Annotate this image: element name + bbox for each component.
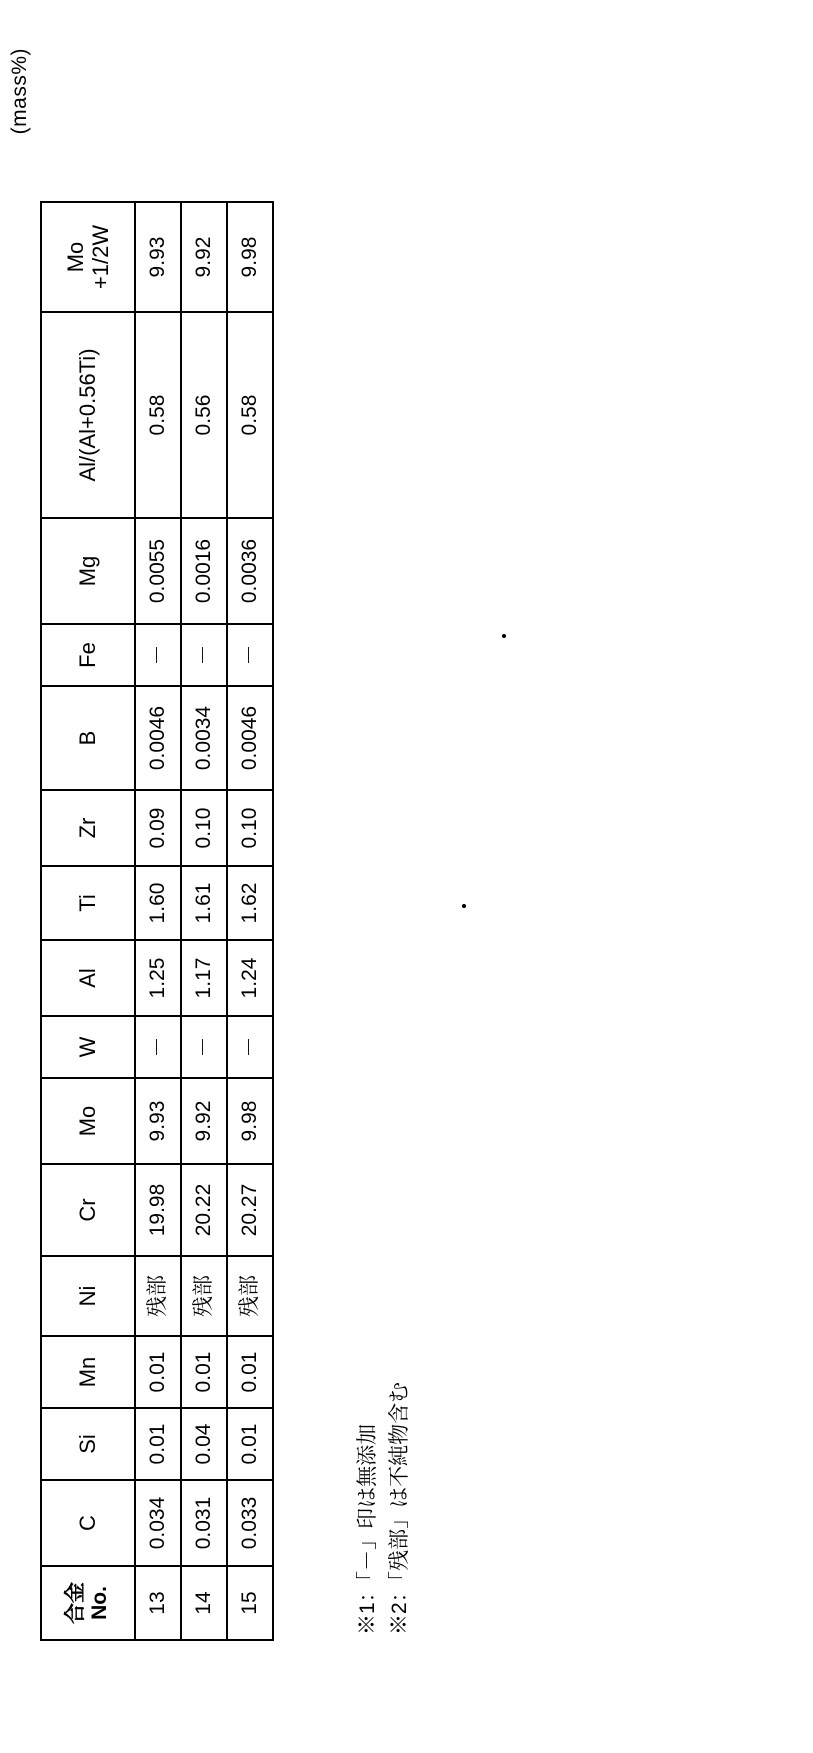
column-header-mo-half-w-line1: Mo	[62, 241, 88, 273]
table-footnotes	[352, 1382, 415, 1635]
cell-si: 0.04	[181, 1408, 227, 1480]
cell-cr: 19.98	[135, 1164, 181, 1256]
column-header-mo-half-w-line2: +1/2W	[88, 224, 113, 290]
table-head	[41, 202, 135, 1640]
column-header-al-ratio: Al/(Al+0.56Ti)	[41, 312, 135, 518]
unit-label: (mass%)	[8, 48, 31, 135]
stray-mark-1	[462, 904, 466, 908]
alloy-composition-table	[40, 201, 274, 1641]
column-header-alloy-no-line1: 合金	[63, 1582, 87, 1624]
cell-si: 0.01	[135, 1408, 181, 1480]
footnote-1: ※1：「－」印は無添加	[356, 1423, 379, 1635]
cell-alloy-no: 15	[227, 1566, 273, 1640]
cell-cr: 20.27	[227, 1164, 273, 1256]
cell-mo: 9.98	[227, 1078, 273, 1164]
column-header-mo-half-w	[41, 202, 135, 312]
column-header-mo: Mo	[41, 1078, 135, 1164]
cell-al: 1.25	[135, 940, 181, 1016]
table-row	[227, 202, 273, 1640]
cell-mg: 0.0036	[227, 518, 273, 624]
cell-mo: 9.93	[135, 1078, 181, 1164]
cell-mg: 0.0016	[181, 518, 227, 624]
column-header-alloy-no-line2: No.	[88, 1586, 111, 1620]
table-body	[135, 202, 273, 1640]
cell-cr: 20.22	[181, 1164, 227, 1256]
cell-ni: 残部	[135, 1256, 181, 1336]
cell-fe: －	[181, 624, 227, 686]
column-header-b: B	[41, 686, 135, 790]
column-header-ti: Ti	[41, 866, 135, 940]
cell-b: 0.0046	[227, 686, 273, 790]
footnote-2: ※2：「残部」は不純物含む	[387, 1381, 411, 1635]
cell-mn: 0.01	[181, 1336, 227, 1408]
column-header-mn: Mn	[41, 1336, 135, 1408]
table-row	[135, 202, 181, 1640]
cell-mo-half-w: 9.92	[181, 202, 227, 312]
stray-mark-2	[502, 634, 506, 638]
cell-mo-half-w: 9.98	[227, 202, 273, 312]
cell-mo-half-w: 9.93	[135, 202, 181, 312]
cell-ti: 1.60	[135, 866, 181, 940]
cell-c: 0.033	[227, 1480, 273, 1566]
cell-c: 0.034	[135, 1480, 181, 1566]
cell-w: －	[181, 1016, 227, 1078]
cell-ti: 1.61	[181, 866, 227, 940]
cell-al: 1.17	[181, 940, 227, 1016]
column-header-w: W	[41, 1016, 135, 1078]
cell-al-ratio: 0.58	[135, 312, 181, 518]
cell-ni: 残部	[181, 1256, 227, 1336]
cell-w: －	[135, 1016, 181, 1078]
cell-si: 0.01	[227, 1408, 273, 1480]
cell-al-ratio: 0.58	[227, 312, 273, 518]
cell-fe: －	[135, 624, 181, 686]
cell-b: 0.0034	[181, 686, 227, 790]
cell-alloy-no: 13	[135, 1566, 181, 1640]
cell-b: 0.0046	[135, 686, 181, 790]
cell-mn: 0.01	[227, 1336, 273, 1408]
column-header-fe: Fe	[41, 624, 135, 686]
cell-zr: 0.10	[227, 790, 273, 866]
cell-c: 0.031	[181, 1480, 227, 1566]
column-header-mg: Mg	[41, 518, 135, 624]
cell-mn: 0.01	[135, 1336, 181, 1408]
table-row	[181, 202, 227, 1640]
column-header-c: C	[41, 1480, 135, 1566]
column-header-alloy-no	[41, 1566, 135, 1640]
cell-mg: 0.0055	[135, 518, 181, 624]
table-header-row	[41, 202, 135, 1640]
column-header-al: Al	[41, 940, 135, 1016]
column-header-zr: Zr	[41, 790, 135, 866]
cell-al: 1.24	[227, 940, 273, 1016]
column-header-ni: Ni	[41, 1256, 135, 1336]
cell-mo: 9.92	[181, 1078, 227, 1164]
cell-zr: 0.10	[181, 790, 227, 866]
cell-ni: 残部	[227, 1256, 273, 1336]
cell-zr: 0.09	[135, 790, 181, 866]
cell-al-ratio: 0.56	[181, 312, 227, 518]
column-header-cr: Cr	[41, 1164, 135, 1256]
cell-ti: 1.62	[227, 866, 273, 940]
column-header-si: Si	[41, 1408, 135, 1480]
cell-fe: －	[227, 624, 273, 686]
cell-alloy-no: 14	[181, 1566, 227, 1640]
cell-w: －	[227, 1016, 273, 1078]
